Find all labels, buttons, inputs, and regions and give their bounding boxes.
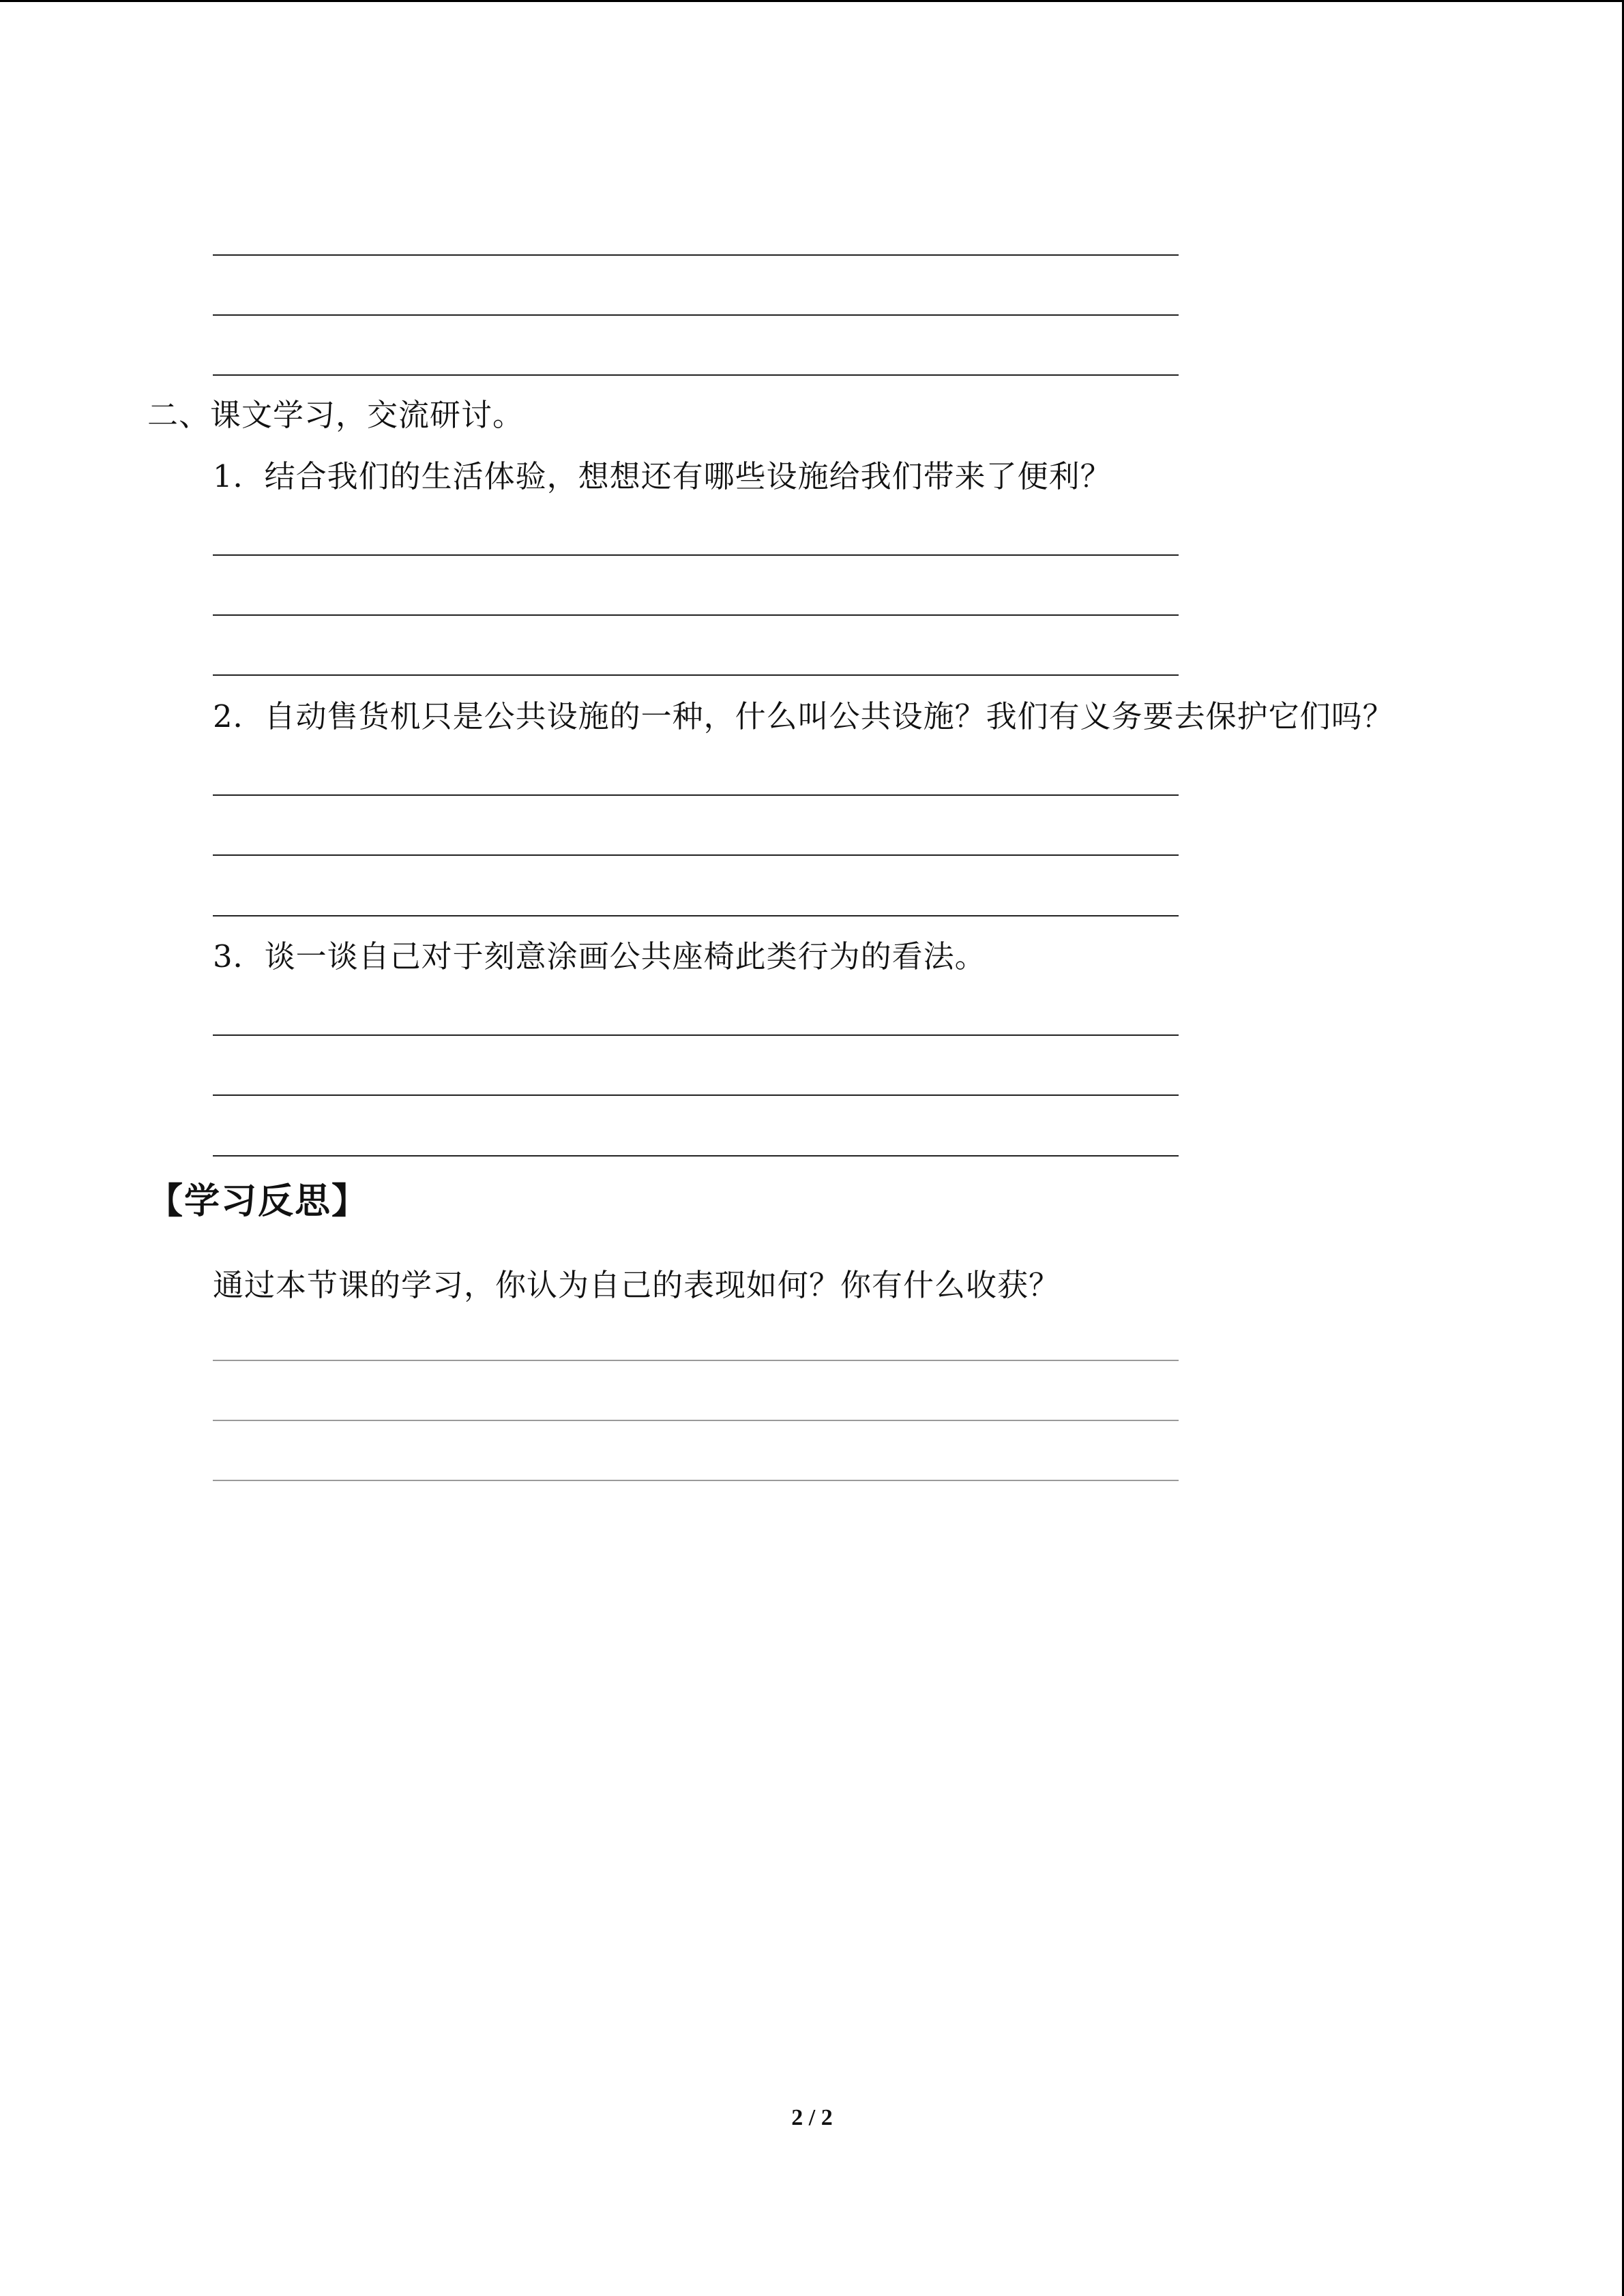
- reflection-heading: 【学习反思】: [147, 1181, 369, 1222]
- answer-line: [213, 915, 1179, 916]
- answer-line: [213, 1034, 1179, 1036]
- question-3: 3．谈一谈自己对于刻意涂画公共座椅此类行为的看法。: [213, 938, 986, 974]
- section-two-title: 二、课文学习，交流研讨。: [147, 397, 525, 433]
- question-1: 1．结合我们的生活体验，想想还有哪些设施给我们带来了便利？: [213, 458, 1112, 494]
- page-border-top: [0, 0, 1624, 2]
- question-2: 2．自动售货机只是公共设施的一种，什么叫公共设施？我们有义务要去保护它们吗？: [213, 698, 1394, 734]
- answer-line: [213, 554, 1179, 556]
- reflection-prompt: 通过本节课的学习，你认为自己的表现如何？你有什么收获？: [213, 1267, 1061, 1303]
- page-number: 2 / 2: [791, 2105, 833, 2130]
- answer-line: [213, 1360, 1179, 1361]
- answer-line: [213, 1094, 1179, 1096]
- answer-line: [213, 674, 1179, 676]
- answer-line: [213, 314, 1179, 316]
- answer-line: [213, 374, 1179, 376]
- answer-line: [213, 614, 1179, 616]
- answer-line: [213, 1155, 1179, 1157]
- answer-line: [213, 254, 1179, 256]
- answer-line: [213, 1480, 1179, 1481]
- answer-line: [213, 794, 1179, 796]
- answer-line: [213, 854, 1179, 856]
- answer-line: [213, 1420, 1179, 1421]
